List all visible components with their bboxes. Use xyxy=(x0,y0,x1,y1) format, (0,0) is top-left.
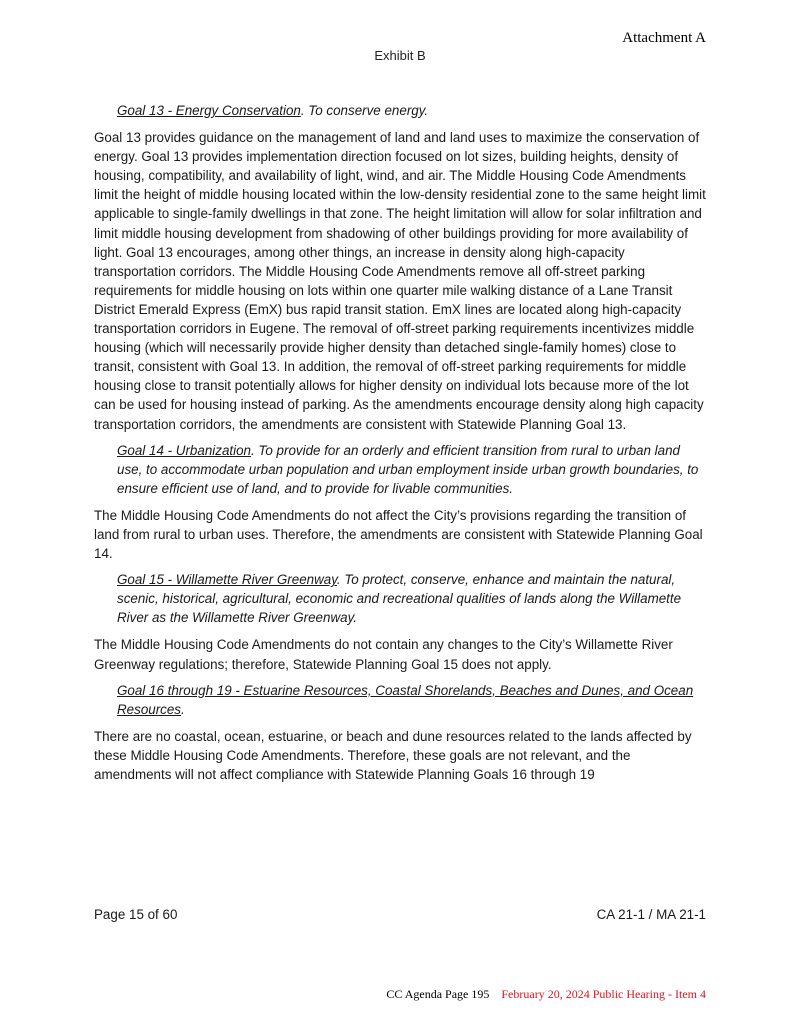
agenda-page: CC Agenda Page 195 xyxy=(386,987,490,1001)
goal-14-heading xyxy=(117,441,708,498)
case-number: CA 21-1 / MA 21-1 xyxy=(596,907,706,922)
goal-16-19-heading xyxy=(117,681,708,719)
goal-15-link: Goal 15 - Willamette River Greenway xyxy=(117,572,337,588)
goal-14-link: Goal 14 - Urbanization xyxy=(117,442,251,458)
hearing-label: February 20, 2024 Public Hearing - Item 4 xyxy=(501,987,706,1001)
goal-15-statement: . To protect, conserve, enhance and maintain the natural, scenic, historical, agricultural, economic and recreational qualities of lands along the Willamette River as the Willamette River Greenway. xyxy=(117,572,682,626)
goal-16-19-paragraph: There are no coastal, ocean, estuarine, or beach and dune resources related to the lands affected by these Middle Housing Code Amendments. Therefore, these goals are not relevant, and the amendments will not affect compliance with Statewide Planning Goals 16 through 19 xyxy=(94,728,692,782)
page-number: Page 15 of 60 xyxy=(94,907,178,922)
exhibit-label: Exhibit B xyxy=(374,48,426,63)
goal-15-paragraph: The Middle Housing Code Amendments do not contain any changes to the City’s Willamette River Greenway regulations; therefore, Statewide Planning Goal 15 does not apply. xyxy=(94,637,673,672)
goal-13-paragraph: Goal 13 provides guidance on the management of land and land uses to maximize the conservation of energy. Goal 13 provides implementation direction focused on lot sizes, building heights, density of housing, compatibility, and availability of light, wind, and air. The Middle Housing Code Amendments limit the height of middle housing located within the low-density residential zone to the same height limit applicable to single-family dwellings in that zone. The height limitation will allow for solar infiltration and limit middle housing development from shadowing of other buildings providing for more availability of light. Goal 13 encourages, among other things, an increase in density along high-capacity transportation corridors. The Middle Housing Code Amendments remove all off-street parking requirements for middle housing on lots within one quarter mile walking distance of a Lane Transit District Emerald Express (EmX) bus rapid transit station. EmX lines are located along high-capacity transportation corridors in Eugene. The removal of off-street parking requirements incentivizes middle housing (which will necessarily provide higher density than detached single-family homes) close to transit, consistent with Goal 13. In addition, the removal of off-street parking requirements for middle housing close to transit potentially allows for higher density on individual lots because more of the lot can be used for housing instead of parking. As the amendments encourage density along high capacity transportation corridors, the amendments are consistent with Statewide Planning Goal 13. xyxy=(94,130,706,432)
goal-15-heading xyxy=(117,570,708,627)
goal-13-link: Goal 13 - Energy Conservation xyxy=(117,103,301,118)
goal-16-19-statement: . xyxy=(181,701,185,717)
goal-14-paragraph: The Middle Housing Code Amendments do not affect the City’s provisions regarding the transition of land from rural to urban uses. Therefore, the amendments are consistent with Statewide Planning Goal 14. xyxy=(94,507,703,562)
goal-13-heading xyxy=(117,101,708,120)
document-body xyxy=(94,101,708,784)
goal-16-19-link: Goal 16 through 19 - Estuarine Resources, Coastal Shorelands, Beaches and Dunes, and Ocean Resources xyxy=(117,682,694,717)
goal-13-statement: . To conserve energy. xyxy=(300,103,429,118)
goal-14-statement: . To provide for an orderly and efficient transition from rural to urban land use, to accommodate urban population and urban employment inside urban growth boundaries, to ensure efficient use of land, and to provide for livable communities. xyxy=(117,442,699,496)
attachment-label: Attachment A xyxy=(622,30,706,46)
agenda-footer xyxy=(386,987,706,1002)
